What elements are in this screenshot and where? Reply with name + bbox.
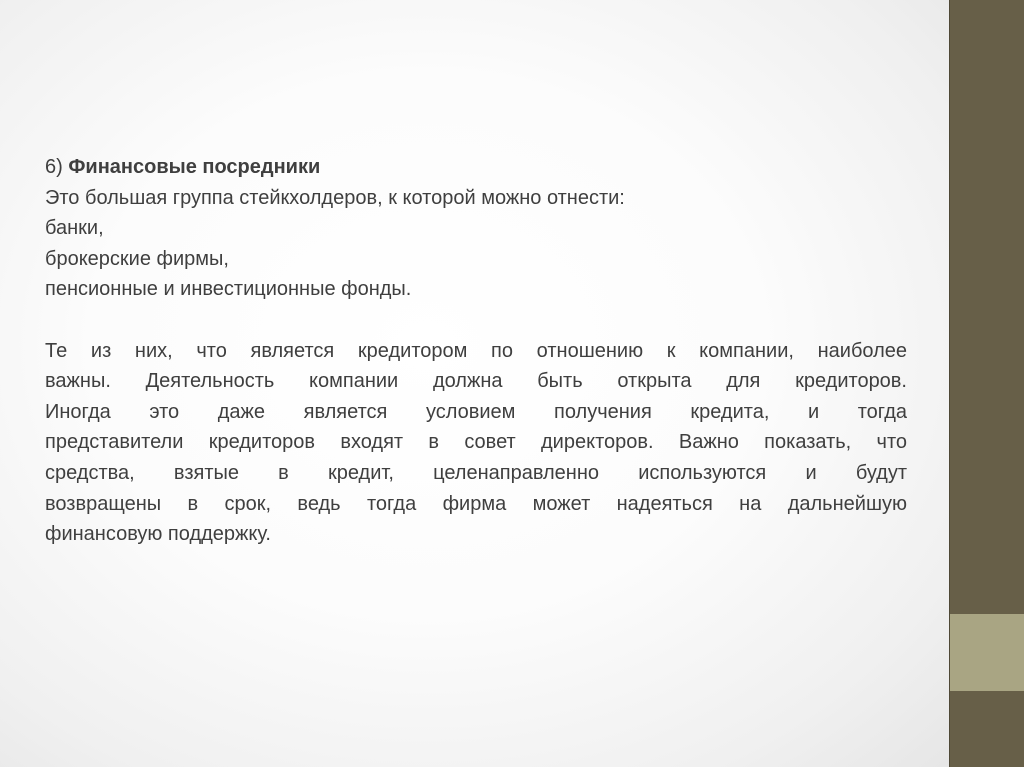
paragraph-line: Иногда это даже является условием получения кредита, и тогда: [45, 400, 907, 423]
heading-title: Финансовые посредники: [68, 156, 321, 178]
paragraph-line: финансовую поддержку.: [45, 523, 271, 546]
intro-text: Это большая группа стейкхолдеров, к которой можно отнести:: [45, 186, 625, 209]
list-item-banks: банки,: [45, 217, 104, 240]
paragraph-spacer: [45, 305, 907, 336]
list-item-funds: пенсионные и инвестиционные фонды.: [45, 278, 412, 301]
body-paragraph: [45, 336, 907, 550]
slide-content: [45, 152, 907, 550]
paragraph-line: средства, взятые в кредит, целенаправленно используются и будут: [45, 461, 907, 484]
paragraph-line: важны. Деятельность компании должна быть открыта для кредиторов.: [45, 370, 907, 393]
section-heading: [45, 152, 907, 183]
side-decor-accent: [950, 614, 1024, 691]
side-decor-bar: [949, 0, 1024, 767]
list-item-brokerage-firms: брокерские фирмы,: [45, 247, 229, 270]
paragraph-line: Те из них, что является кредитором по отношению к компании, наиболее: [45, 339, 907, 362]
paragraph-line: возвращены в срок, ведь тогда фирма может надеяться на дальнейшую: [45, 492, 907, 515]
heading-number: 6): [45, 156, 63, 178]
paragraph-line: представители кредиторов входят в совет директоров. Важно показать, что: [45, 431, 907, 454]
